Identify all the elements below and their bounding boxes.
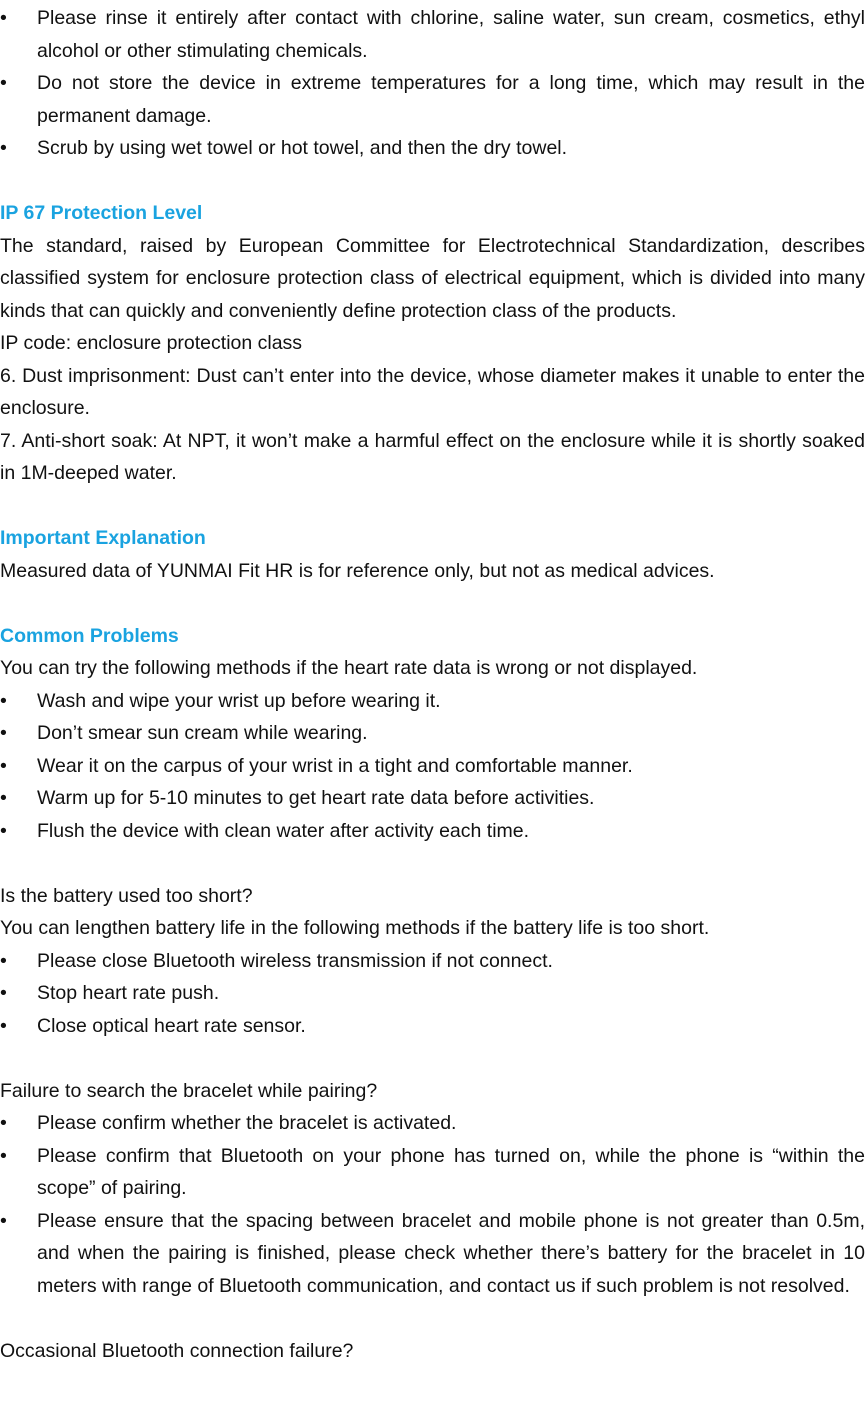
list-item: • Don’t smear sun cream while wearing.	[0, 717, 865, 750]
spacer	[0, 490, 865, 523]
spacer	[0, 587, 865, 620]
bullet-icon: •	[0, 949, 7, 972]
section-heading-ip67: IP 67 Protection Level	[0, 202, 203, 224]
important-text: Measured data of YUNMAI Fit HR is for reference only, but not as medical advices.	[0, 559, 715, 582]
bullet-icon: •	[0, 754, 7, 777]
battery-question: Is the battery used too short?	[0, 884, 253, 907]
list-item: • Do not store the device in extreme temperatures for a long time, which may result in the permanent damage.	[0, 67, 865, 132]
bullet-icon: •	[0, 787, 7, 809]
water-protection-line: 7. Anti-short soak: At NPT, it won’t make a harmful effect on the enclosure while it is shortly soaked in 1M-deeped water.	[0, 429, 865, 484]
bullet-icon: •	[0, 689, 7, 712]
bullet-icon: •	[0, 72, 7, 94]
spacer	[0, 1042, 865, 1075]
bullet-icon: •	[0, 1014, 7, 1037]
bullet-icon: •	[0, 722, 7, 744]
bullet-icon: •	[0, 982, 7, 1004]
list-item: • Wear it on the carpus of your wrist in a tight and comfortable manner.	[0, 750, 865, 783]
list-item: • Flush the device with clean water after activity each time.	[0, 815, 865, 848]
bullet-icon: •	[0, 819, 7, 842]
heart-rate-tips-list	[0, 685, 865, 848]
spacer	[0, 165, 865, 198]
list-item: • Please confirm that Bluetooth on your phone has turned on, while the phone is “within the scope” of pairing.	[0, 1140, 865, 1205]
list-item: • Please close Bluetooth wireless transmission if not connect.	[0, 945, 865, 978]
ip67-paragraph: The standard, raised by European Committee for Electrotechnical Standardization, describes classified system for enclosure protection class of electrical equipment, which is divided into many kinds that can quickly and conveniently define protection class of the products.	[0, 234, 865, 322]
battery-intro: You can lengthen battery life in the following methods if the battery life is too short.	[0, 917, 710, 939]
bullet-icon: •	[0, 1209, 7, 1232]
list-item: • Close optical heart rate sensor.	[0, 1010, 865, 1043]
manual-page	[0, 2, 865, 1367]
ip-code-line: IP code: enclosure protection class	[0, 332, 303, 354]
spacer	[0, 1302, 865, 1335]
section-heading-common-problems: Common Problems	[0, 624, 179, 647]
bullet-icon: •	[0, 1112, 7, 1134]
list-item: • Please confirm whether the bracelet is activated.	[0, 1107, 865, 1140]
section-heading-important: Important Explanation	[0, 527, 206, 549]
pairing-question: Failure to search the bracelet while pairing?	[0, 1079, 378, 1102]
list-item: • Please rinse it entirely after contact with chlorine, saline water, sun cream, cosmetics, ethyl alcohol or other stimulating chemicals.	[0, 2, 865, 67]
battery-tips-list	[0, 945, 865, 1043]
care-instructions-list	[0, 2, 865, 165]
list-item: • Warm up for 5-10 minutes to get heart rate data before activities.	[0, 782, 865, 815]
list-item: • Wash and wipe your wrist up before wearing it.	[0, 685, 865, 718]
common-problems-intro: You can try the following methods if the heart rate data is wrong or not displayed.	[0, 657, 698, 679]
bullet-icon: •	[0, 137, 7, 159]
list-item: • Stop heart rate push.	[0, 977, 865, 1010]
list-item: • Please ensure that the spacing between bracelet and mobile phone is not greater than 0.5m, and when the pairing is finished, please check whether there’s battery for the bracelet in 10 meters with range of Bluetooth communication, and contact us if such problem is not resolved.	[0, 1205, 865, 1303]
pairing-tips-list	[0, 1107, 865, 1302]
list-item: • Scrub by using wet towel or hot towel, and then the dry towel.	[0, 132, 865, 165]
dust-protection-line: 6. Dust imprisonment: Dust can’t enter into the device, whose diameter makes it unable to enter the enclosure.	[0, 364, 865, 419]
spacer	[0, 847, 865, 880]
connection-question: Occasional Bluetooth connection failure?	[0, 1339, 354, 1362]
bullet-icon: •	[0, 7, 7, 29]
bullet-icon: •	[0, 1144, 7, 1167]
